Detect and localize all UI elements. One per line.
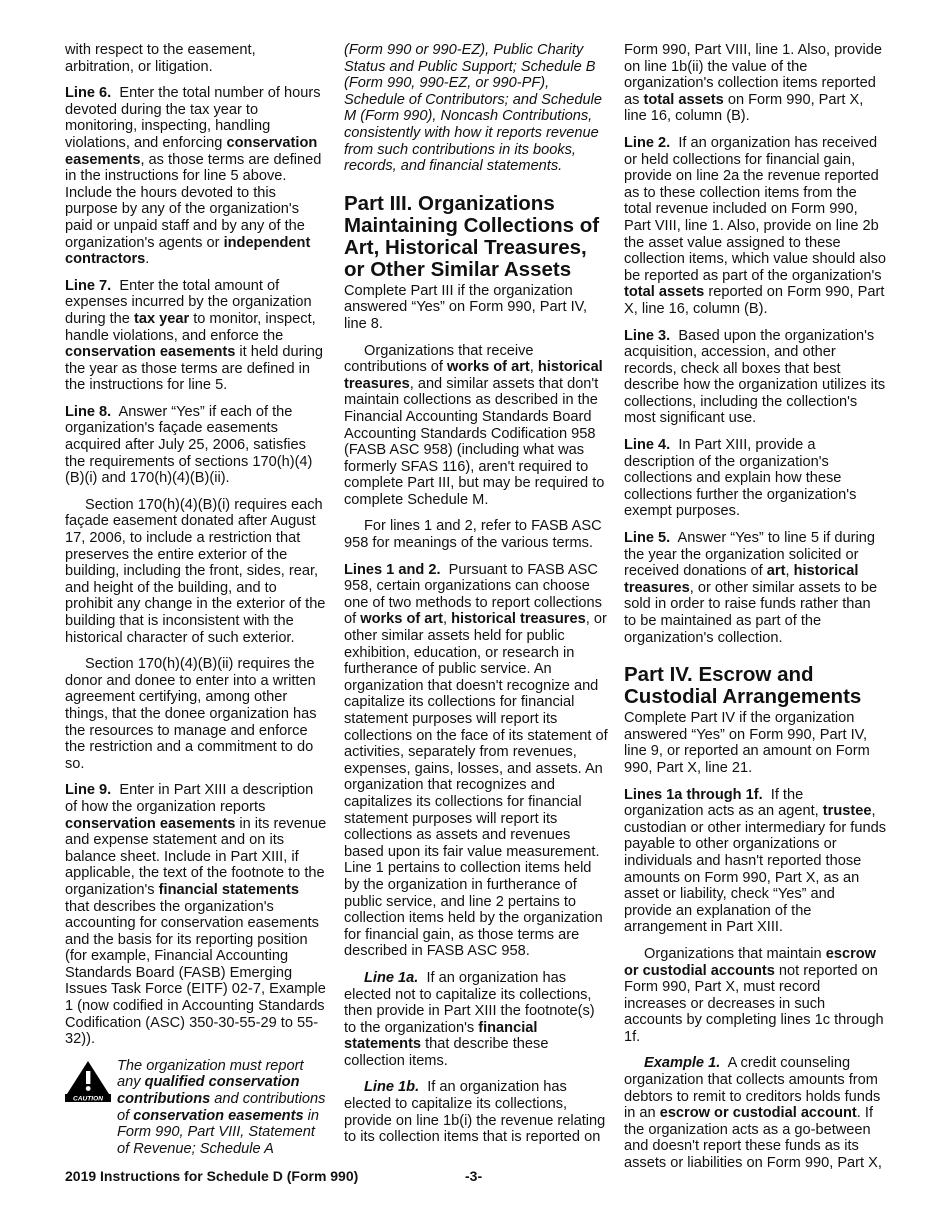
line-5-paragraph: Line 5. Answer “Yes” to line 5 if during the year the organization solicited or received donations of art, historical treasures, or other similar assets to be sold in order to raise funds rather than to be maintained as part of the organization's collection. bbox=[624, 530, 878, 646]
column-3 bbox=[624, 42, 886, 1182]
escrow-accounts-paragraph: Organizations that maintain escrow or custodial accounts not reported on Form 990, Part X, must record increases or decreases in such accounts by completing lines 1c through 1f. bbox=[624, 945, 884, 1045]
line-3-heading: Line 3. bbox=[624, 327, 671, 344]
section-170-b-ii-paragraph: Section 170(h)(4)(B)(ii) requires the donor and donee to enter into a written agreement certifying, among other things, that the donee organization has the resources to manage and enforce the restriction and a commitment to do so. bbox=[65, 656, 317, 772]
line-9-paragraph: Line 9. Enter in Part XIII a description of how the organization reports conservation easements in its revenue and expense statement and on its balance sheet. Include in Part XIII, if applicable, the text of the footnote to the organization's financial statements that describes the organization's accounting for conservation easements and the basis for its reporting position (for example, Financial Accounting Standards Board (FASB) Emerging Issues Task Force (EITF) 02-7, Example 1 (now codified in Accounting Standards Codification (ASC) 350-30-55-29 to 55-32)). bbox=[65, 782, 327, 1048]
line-9-heading: Line 9. bbox=[65, 782, 112, 799]
column-2 bbox=[344, 42, 608, 1156]
line-4-heading: Line 4. bbox=[624, 437, 671, 454]
line-8-heading: Line 8. bbox=[65, 403, 112, 420]
line-4-paragraph: Line 4. In Part XIII, provide a description of the organization's collections and explain how these collections further the organization's exempt purposes. bbox=[624, 437, 857, 520]
line-8-paragraph: Line 8. Answer “Yes” if each of the organization's façade easements acquired after July 25, 2006, satisfies the requirements of sections 170(h)(4)(B)(i) and 170(h)(4)(B)(ii). bbox=[65, 403, 313, 487]
part-4-intro: Complete Part IV if the organization answered “Yes” on Form 990, Part IV, line 9, or reported an amount on Form 990, Part X, line 21. bbox=[624, 710, 870, 776]
column-1 bbox=[65, 42, 327, 1157]
caution-icon bbox=[65, 1060, 111, 1102]
part-4-heading: Part IV. Escrow and Custodial Arrangements bbox=[624, 663, 862, 709]
part-3-intro: Complete Part III if the organization answered “Yes” on Form 990, Part IV, line 8. bbox=[344, 282, 588, 332]
caution-note: CAUTION The organization must report any qualified conservation contributions and contributions of conservation easements in Form 990, Part VIII, Statement of Revenue; Schedule A bbox=[65, 1058, 327, 1158]
line-6-heading: Line 6. bbox=[65, 85, 112, 102]
lines-1-and-2-paragraph: Lines 1 and 2. Pursuant to FASB ASC 958, certain organizations can choose one of two methods to report collections of works of art, historical treasures, or other similar assets held for public exhibition, education, or research in furtherance of public service. An organization that doesn't recognize and capitalize its collections for financial statement purposes will report its collections on the face of its statement of activities, separately from revenues, expenses, gains, losses, and assets. An organization that recognizes and capitalizes its collections for financial statement purposes will report its collections as assets and revenues based upon its fair value measurement. Line 1 pertains to collection items held by the organization in furtherance of public service, and line 2 pertains to collection items held by the organization for financial gain, as those terms are described in FASB ASC 958. bbox=[344, 561, 608, 960]
line-5-heading: Line 5. bbox=[624, 530, 671, 547]
caution-icon-label: CAUTION bbox=[72, 1095, 104, 1102]
lines-1a-1f-heading: Lines 1a through 1f. bbox=[624, 786, 763, 803]
example-1-paragraph: Example 1. A credit counseling organization that collects amounts from debtors to remit to creditors holds funds in an escrow or custodial account. If the organization acts as a go-between and doesn't report these funds as its assets or liabilities on Form 990, Part X, bbox=[624, 1055, 882, 1172]
page-number: -3- bbox=[465, 1168, 483, 1184]
line-1a-heading: Line 1a. bbox=[364, 969, 419, 986]
line-1b-paragraph: Line 1b. If an organization has elected to capitalize its collections, provide on line 1b(i) the revenue relating to its collection items that is reported on bbox=[344, 1079, 606, 1146]
line-3-paragraph: Line 3. Based upon the organization's acquisition, accession, and other records, check all boxes that best describe how the organization utilizes its collections, including the collection's most significant use. bbox=[624, 327, 886, 427]
example-1-heading: Example 1. bbox=[644, 1055, 721, 1072]
lines-1-and-2-heading: Lines 1 and 2. bbox=[344, 561, 441, 578]
lines-1a-1f-paragraph: Lines 1a through 1f. If the organization acts as an agent, trustee, custodian or other intermediary for funds payable to other organizations or individuals and hasn't reported those amounts on Form 990, Part X, as an asset or liability, check “Yes” and provide an explanation of the arrangement in Part XIII. bbox=[624, 786, 887, 936]
paragraph-easement-cont: with respect to the easement, arbitration, or litigation. bbox=[65, 42, 256, 75]
line-7-heading: Line 7. bbox=[65, 277, 112, 294]
line-2-heading: Line 2. bbox=[624, 134, 671, 151]
refer-fasb-paragraph: For lines 1 and 2, refer to FASB ASC 958 for meanings of the various terms. bbox=[344, 518, 602, 552]
line-2-paragraph: Line 2. If an organization has received or held collections for financial gain, provide on line 2a the revenue reported as to these collection items from the total revenue included on Form 990, Part VIII, line 1. Also, provide on line 2b the asset value assigned to these collection items, which value should also be reported as part of the organization's total assets reported on Form 990, Part X, line 16, column (B). bbox=[624, 134, 887, 317]
part-3-heading: Part III. Organizations Maintaining Collections of Art, Historical Treasures, or Other Similar Assets bbox=[344, 191, 600, 281]
caution-note-continued: (Form 990 or 990-EZ), Public Charity Status and Public Support; Schedule B (Form 990, 990-EZ, or 990-PF), Schedule of Contributors; and Schedule M (Form 990), Noncash Contributions, consistently with how it reports revenue from such contributions in its books, records, and financial statements. bbox=[344, 42, 602, 175]
footer-title: 2019 Instructions for Schedule D (Form 990) bbox=[65, 1168, 359, 1184]
line-1b-heading: Line 1b. bbox=[364, 1079, 420, 1096]
organizations-receive-paragraph: Organizations that receive contributions of works of art, historical treasures, and similar assets that don't maintain collections as described in the Financial Accounting Standards Board Accounting Standards Codification 958 (FASB ASC 958) (including what was formerly SFAS 116), aren't required to complete Part III, but may be required to complete Schedule M. bbox=[344, 342, 605, 508]
section-170-b-i-paragraph: Section 170(h)(4)(B)(i) requires each façade easement donated after August 17, 2006, to include a restriction that preserves the entire exterior of the building, including the front, sides, rear, and height of the building, and to prohibit any change in the exterior of the building that is inconsistent with the historical character of such exterior. bbox=[65, 496, 326, 646]
line-6-paragraph: Line 6. Enter the total number of hours devoted during the tax year to monitoring, inspecting, handling violations, and enforcing conservation easements, as those terms are defined in the instructions for line 5 above. Include the hours devoted to this purpose by any of the organization's paid or unpaid staff and by any of the organization's agents or independent contractors. bbox=[65, 85, 322, 268]
line-1a-paragraph: Line 1a. If an organization has elected not to capitalize its collections, then provide in Part XIII the footnote(s) to the organization's financial statements that describe these collection items. bbox=[344, 969, 595, 1069]
line-7-paragraph: Line 7. Enter the total amount of expenses incurred by the organization during the tax year to monitor, inspect, handle violations, and enforce the conservation easements it held during the year as those terms are defined in the instructions for line 5. bbox=[65, 277, 323, 394]
line-1b-continued: Form 990, Part VIII, line 1. Also, provide on line 1b(ii) the value of the organization's collection items reported as total assets on Form 990, Part X, line 16, column (B). bbox=[624, 42, 882, 125]
